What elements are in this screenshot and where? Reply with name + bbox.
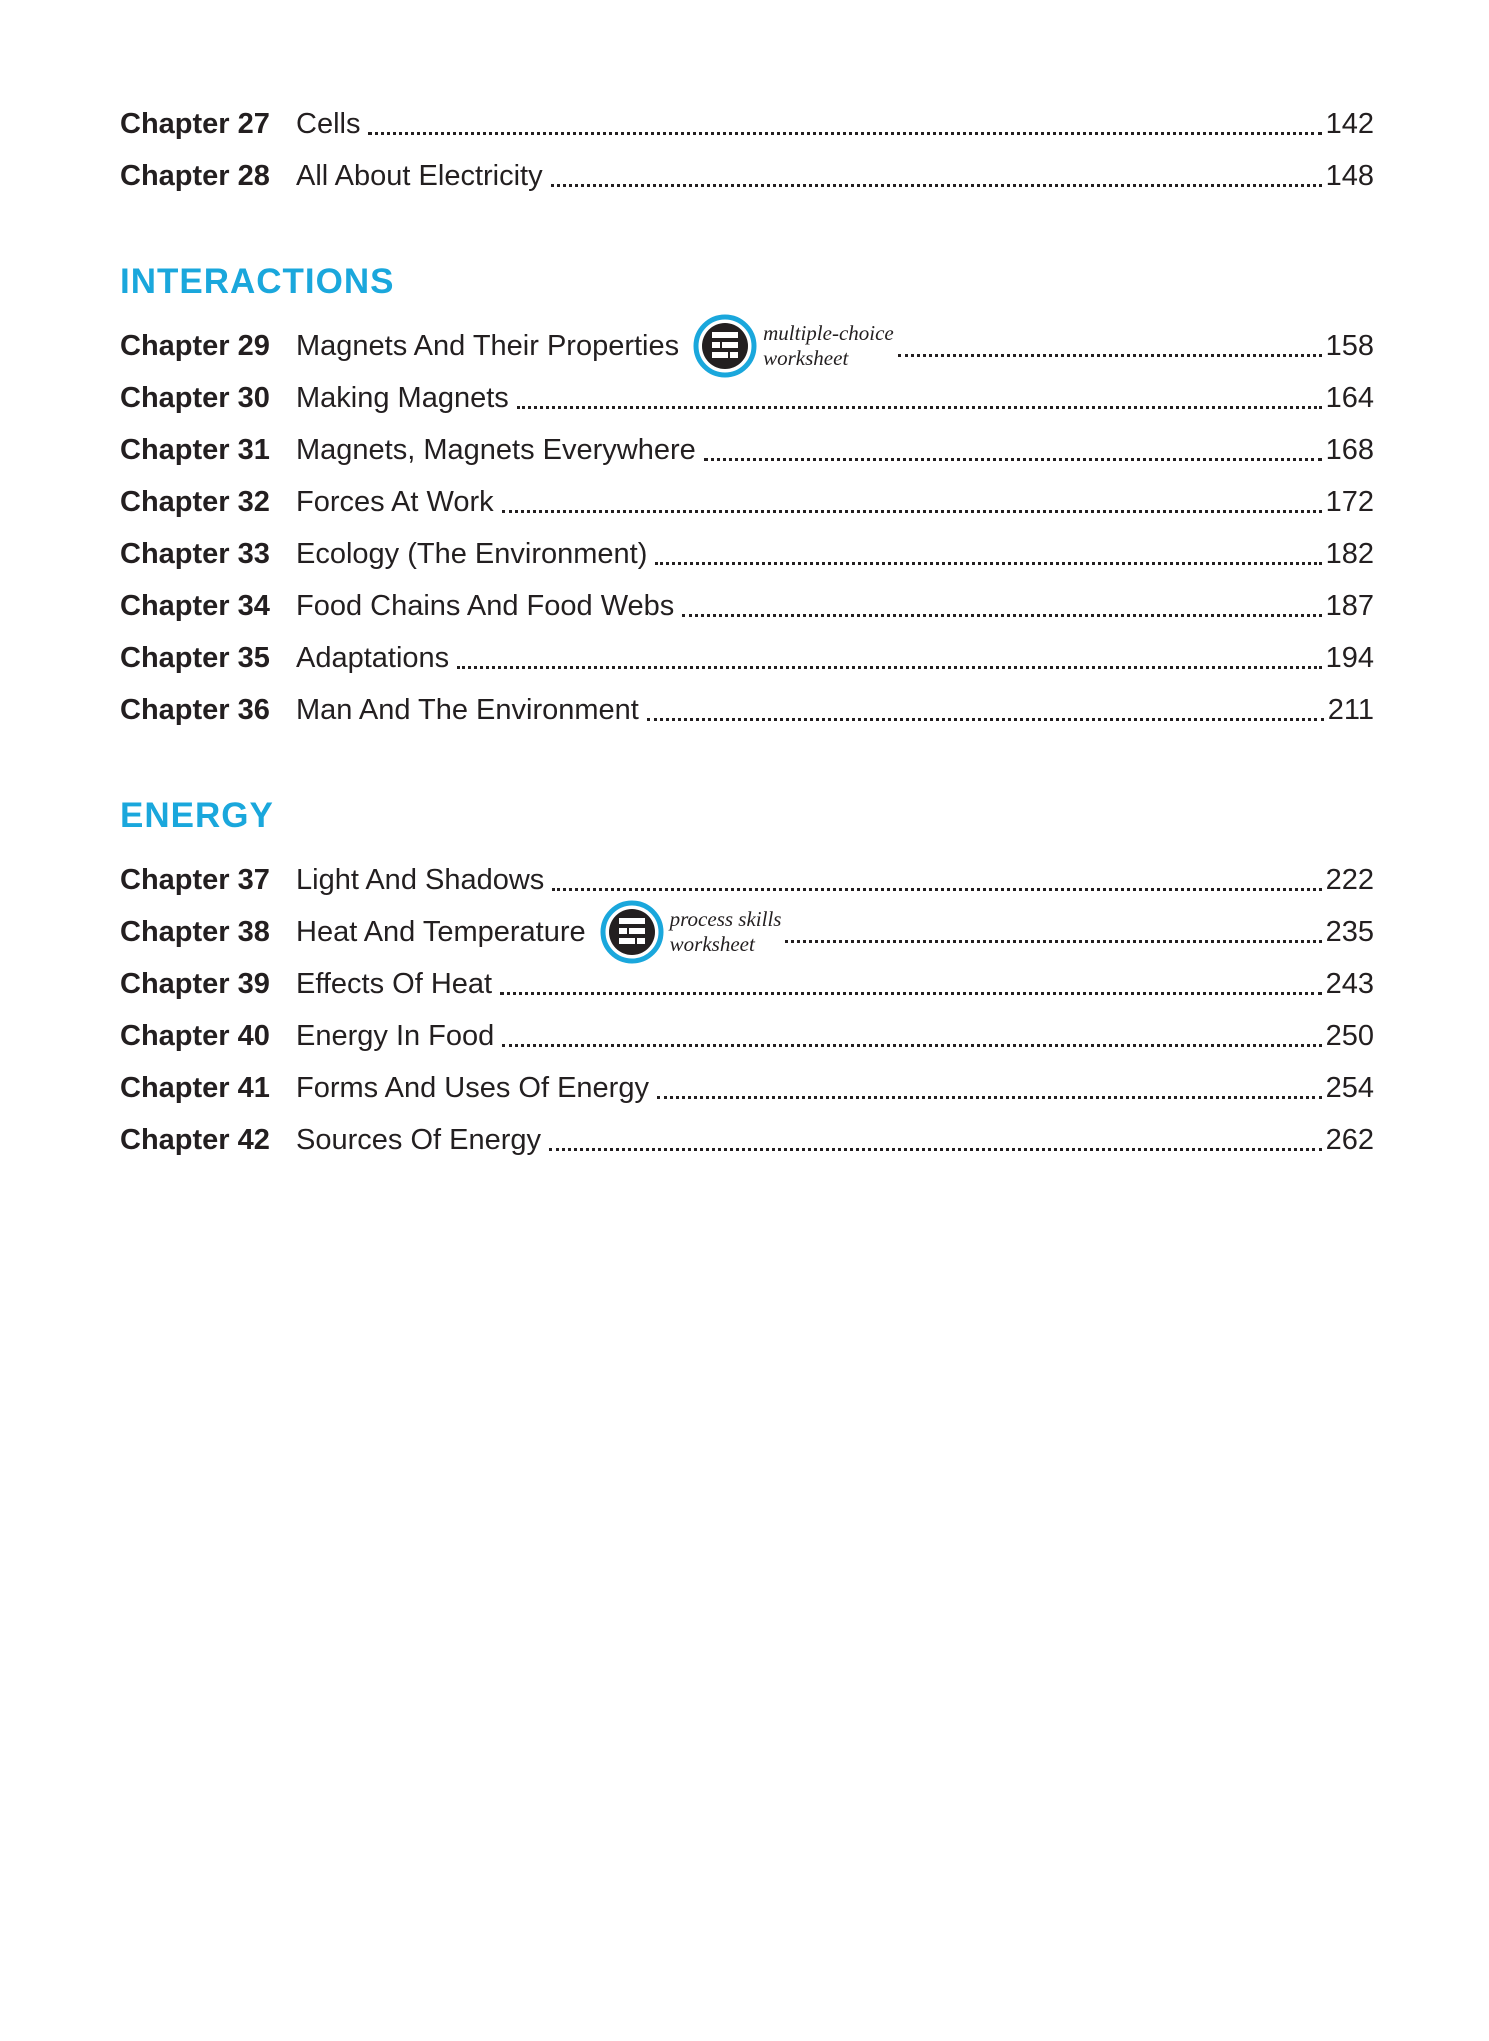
- toc-entry-chapter-27[interactable]: [120, 98, 1374, 150]
- dot-leader: [517, 372, 1322, 424]
- chapter-title: Heat And Temperature: [296, 916, 586, 948]
- dot-leader: [502, 476, 1322, 528]
- chapter-number: Chapter 30: [120, 382, 270, 414]
- page-number: 158: [1325, 330, 1374, 362]
- chapter-title: Effects Of Heat: [296, 968, 493, 1000]
- toc-entry-chapter-41[interactable]: [120, 1062, 1374, 1114]
- worksheet-badge[interactable]: [693, 314, 894, 378]
- page-number: 243: [1325, 968, 1374, 1000]
- chapter-title: Light And Shadows: [296, 864, 545, 896]
- toc-entry-chapter-42[interactable]: [120, 1114, 1374, 1166]
- page-number: 254: [1325, 1072, 1374, 1104]
- page-number: 222: [1325, 864, 1374, 896]
- dot-leader: [551, 150, 1322, 202]
- page-number: 211: [1327, 694, 1374, 726]
- chapter-number: Chapter 37: [120, 864, 270, 896]
- chapter-title: Adaptations: [296, 642, 450, 674]
- toc-entry-chapter-36[interactable]: [120, 684, 1374, 736]
- chapter-number: Chapter 32: [120, 486, 270, 518]
- toc-entry-chapter-28[interactable]: [120, 150, 1374, 202]
- toc-entry-chapter-31[interactable]: [120, 424, 1374, 476]
- page-number: 182: [1325, 538, 1374, 570]
- toc-entry-chapter-30[interactable]: [120, 372, 1374, 424]
- chapter-number: Chapter 36: [120, 694, 270, 726]
- chapter-number: Chapter 39: [120, 968, 270, 1000]
- toc-entry-chapter-38[interactable]: [120, 906, 1374, 958]
- worksheet-badge-icon: [693, 314, 757, 378]
- page-number: 142: [1325, 108, 1374, 140]
- page-number: 262: [1325, 1124, 1374, 1156]
- chapter-number: Chapter 33: [120, 538, 270, 570]
- chapter-number: Chapter 31: [120, 434, 270, 466]
- page-number: 148: [1325, 160, 1374, 192]
- toc-entry-chapter-29[interactable]: [120, 320, 1374, 372]
- badge-label: [763, 321, 894, 371]
- toc-entry-chapter-35[interactable]: [120, 632, 1374, 684]
- dot-leader: [682, 580, 1321, 632]
- chapter-number: Chapter 28: [120, 160, 270, 192]
- section-spacer: [120, 736, 1374, 788]
- chapter-title: Ecology (The Environment): [296, 538, 648, 570]
- chapter-title: Making Magnets: [296, 382, 509, 414]
- page-number: 235: [1325, 916, 1374, 948]
- section-heading-interactions: INTERACTIONS: [120, 262, 395, 301]
- chapter-number: Chapter 29: [120, 330, 270, 362]
- chapter-title: All About Electricity: [296, 160, 543, 192]
- chapter-number: Chapter 38: [120, 916, 270, 948]
- chapter-number: Chapter 35: [120, 642, 270, 674]
- chapter-title: Forms And Uses Of Energy: [296, 1072, 649, 1104]
- toc-entry-chapter-34[interactable]: [120, 580, 1374, 632]
- badge-label: [670, 907, 782, 957]
- dot-leader: [552, 854, 1321, 906]
- dot-leader: [647, 684, 1324, 736]
- chapter-number: Chapter 40: [120, 1020, 270, 1052]
- toc-entry-chapter-37[interactable]: [120, 854, 1374, 906]
- chapter-title: Food Chains And Food Webs: [296, 590, 675, 622]
- page-number: 168: [1325, 434, 1374, 466]
- chapter-number: Chapter 42: [120, 1124, 270, 1156]
- chapter-title: Energy In Food: [296, 1020, 495, 1052]
- section-spacer: [120, 202, 1374, 254]
- badge-label-line-1: multiple-choice: [763, 321, 894, 345]
- toc-entry-chapter-40[interactable]: [120, 1010, 1374, 1062]
- chapter-title: Magnets And Their Properties: [296, 330, 680, 362]
- toc-entry-chapter-32[interactable]: [120, 476, 1374, 528]
- worksheet-badge-icon: [600, 900, 664, 964]
- page-number: 194: [1325, 642, 1374, 674]
- page-number: 250: [1325, 1020, 1374, 1052]
- chapter-number: Chapter 41: [120, 1072, 270, 1104]
- page-number: 164: [1325, 382, 1374, 414]
- page-number: 172: [1325, 486, 1374, 518]
- dot-leader: [785, 906, 1321, 958]
- toc-entry-chapter-33[interactable]: [120, 528, 1374, 580]
- badge-label-line-1: process skills: [669, 907, 782, 931]
- dot-leader: [502, 1010, 1321, 1062]
- chapter-title: Sources Of Energy: [296, 1124, 541, 1156]
- chapter-title: Magnets, Magnets Everywhere: [296, 434, 696, 466]
- chapter-title: Man And The Environment: [296, 694, 639, 726]
- page-number: 187: [1325, 590, 1374, 622]
- chapter-title: Forces At Work: [296, 486, 494, 518]
- chapter-title: Cells: [296, 108, 361, 140]
- badge-label-line-2: worksheet: [763, 346, 849, 370]
- toc-entry-chapter-39[interactable]: [120, 958, 1374, 1010]
- dot-leader: [704, 424, 1322, 476]
- dot-leader: [898, 320, 1322, 372]
- dot-leader: [368, 98, 1321, 150]
- badge-label-line-2: worksheet: [669, 932, 755, 956]
- dot-leader: [500, 958, 1322, 1010]
- chapter-number: Chapter 34: [120, 590, 270, 622]
- dot-leader: [457, 632, 1321, 684]
- table-of-contents: [120, 98, 1374, 1166]
- heading-spacer: [120, 844, 1374, 854]
- dot-leader: [655, 528, 1321, 580]
- dot-leader: [657, 1062, 1322, 1114]
- worksheet-badge[interactable]: [600, 900, 782, 964]
- chapter-number: Chapter 27: [120, 108, 270, 140]
- section-heading-energy: ENERGY: [120, 796, 274, 835]
- dot-leader: [549, 1114, 1322, 1166]
